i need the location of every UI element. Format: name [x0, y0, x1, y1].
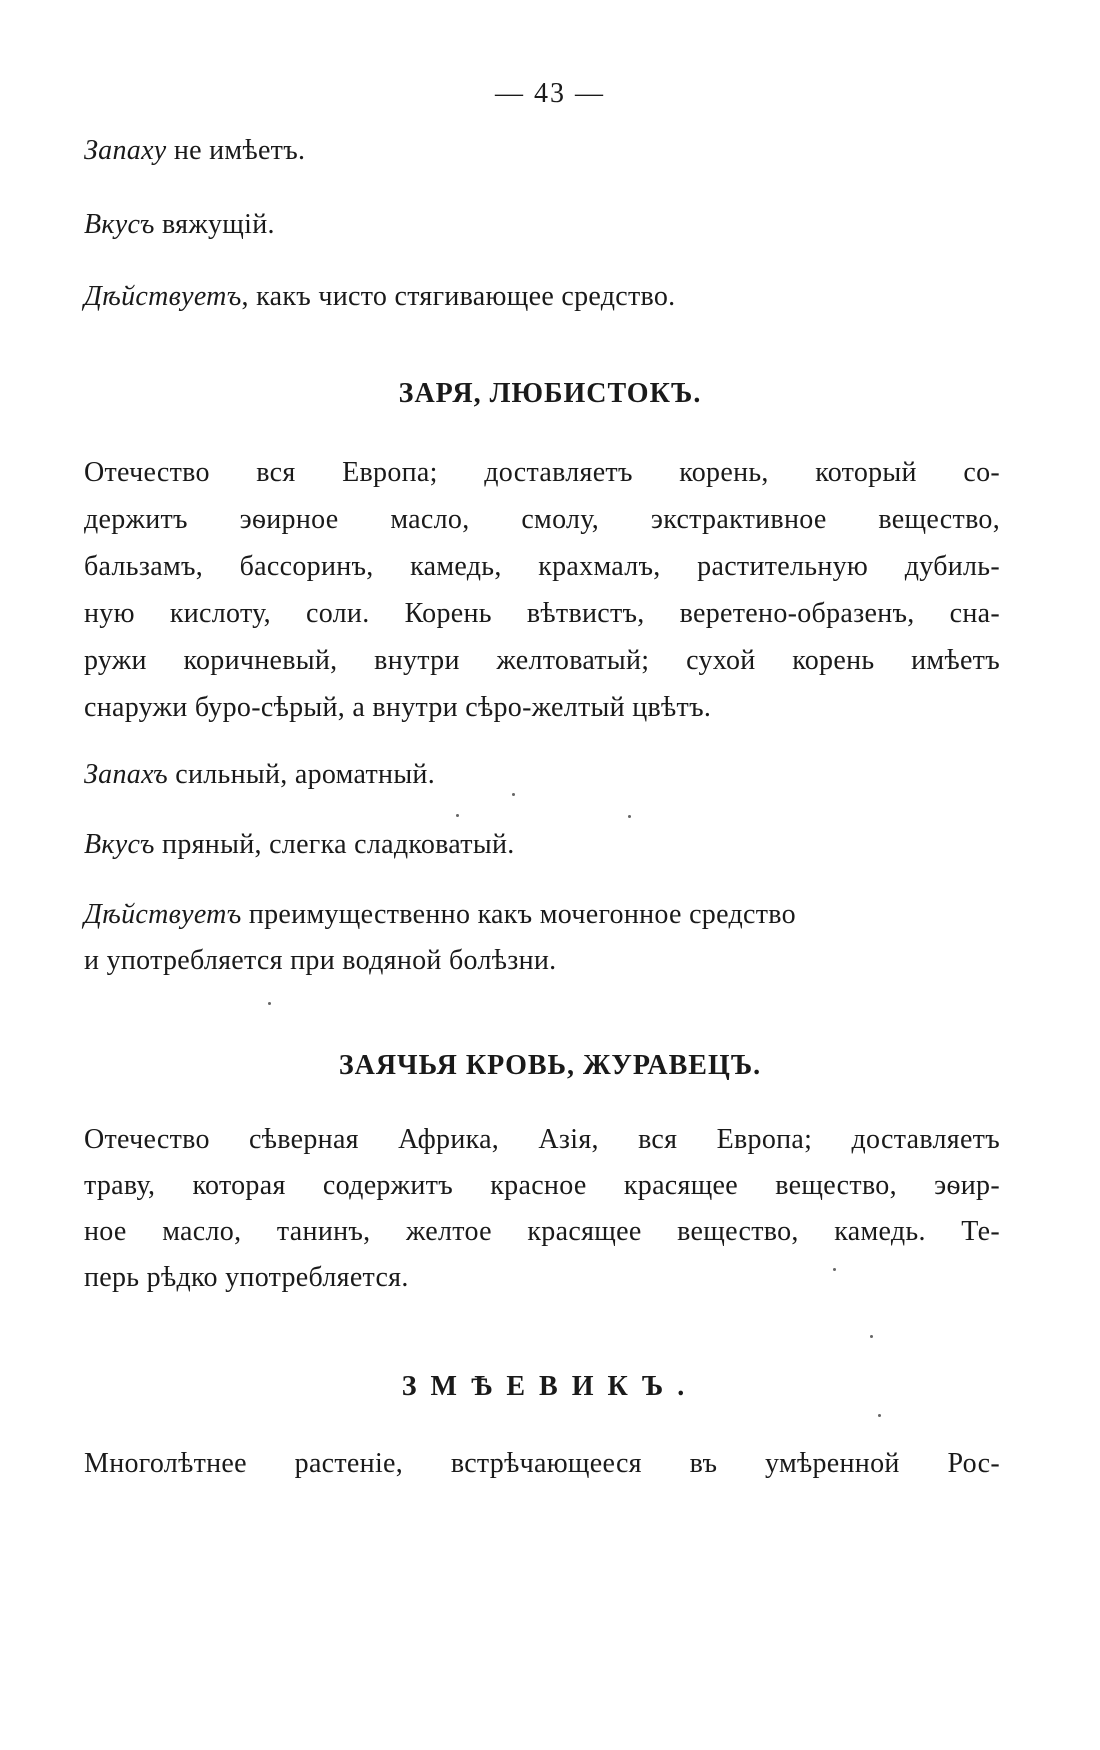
paragraph-line: перь рѣдко употребляется.: [84, 1262, 409, 1293]
property-label: Дѣйствуетъ: [84, 281, 242, 312]
section-heading-zayachya-krov: ЗАЯЧЬЯ КРОВЬ, ЖУРАВЕЦЪ.: [338, 1050, 762, 1081]
paragraph-line: ное масло, танинъ, желтое красящее вещество, камедь. Те-: [84, 1216, 1000, 1247]
property-action-line: [84, 897, 1000, 933]
property-label: Вкусъ: [84, 209, 155, 240]
property-text: сильный, ароматный.: [167, 759, 436, 790]
property-label: Вкусъ: [84, 829, 155, 860]
property-text: , какъ чисто стягивающее средство.: [241, 281, 676, 312]
scan-speck: [268, 1002, 271, 1005]
section-heading-zmeevik: ЗМѢЕВИКЪ.: [401, 1371, 699, 1402]
property-text: пряный, слегка сладковатый.: [154, 829, 515, 860]
property-label: Запахъ: [84, 759, 168, 790]
paragraph-line: траву, которая содержитъ красное красящее вещество, эѳир-: [84, 1170, 1000, 1201]
property-text: вяжущій.: [154, 209, 275, 240]
paragraph-line: бальзамъ, бассоринъ, камедь, крахмалъ, растительную дубиль-: [84, 551, 1000, 582]
scan-speck: [512, 793, 515, 796]
paragraph-line: держитъ эѳирное масло, смолу, экстрактивное вещество,: [84, 504, 1000, 535]
property-label: Дѣйствуетъ: [84, 899, 242, 930]
property-taste-line: [84, 207, 1000, 243]
property-taste-line: [84, 827, 1000, 863]
property-smell-line: [84, 133, 1000, 169]
paragraph-line: Многолѣтнее растеніе, встрѣчающееся въ умѣренной Рос-: [84, 1448, 1000, 1479]
property-smell-line: [84, 757, 1000, 793]
scan-speck: [456, 814, 459, 817]
page-number: — 43 —: [495, 78, 605, 109]
property-label: Запаху: [84, 135, 167, 166]
paragraph-line: ружи коричневый, внутри желтоватый; сухой корень имѣетъ: [84, 645, 1000, 676]
paragraph-line: Отечество сѣверная Африка, Азія, вся Европа; доставляетъ: [84, 1124, 1000, 1155]
property-text: преимущественно какъ мочегонное средство: [241, 899, 796, 930]
paragraph-line: Отечество вся Европа; доставляетъ корень, который со-: [84, 457, 1000, 488]
scan-speck: [833, 1268, 836, 1271]
paragraph-line: снаружи буро-сѣрый, а внутри сѣро-желтый цвѣтъ.: [84, 692, 712, 723]
scan-speck: [628, 815, 631, 818]
section-heading-zarya: ЗАРЯ, ЛЮБИСТОКЪ.: [398, 378, 702, 409]
paragraph-line: ную кислоту, соли. Корень вѣтвистъ, веретено-образенъ, сна-: [84, 598, 1000, 629]
scan-speck: [878, 1414, 881, 1417]
property-action-continuation: и употребляется при водяной болѣзни.: [84, 945, 557, 976]
scan-speck: [870, 1335, 873, 1338]
property-text: не имѣетъ.: [166, 135, 306, 166]
property-action-line: [84, 279, 1000, 315]
